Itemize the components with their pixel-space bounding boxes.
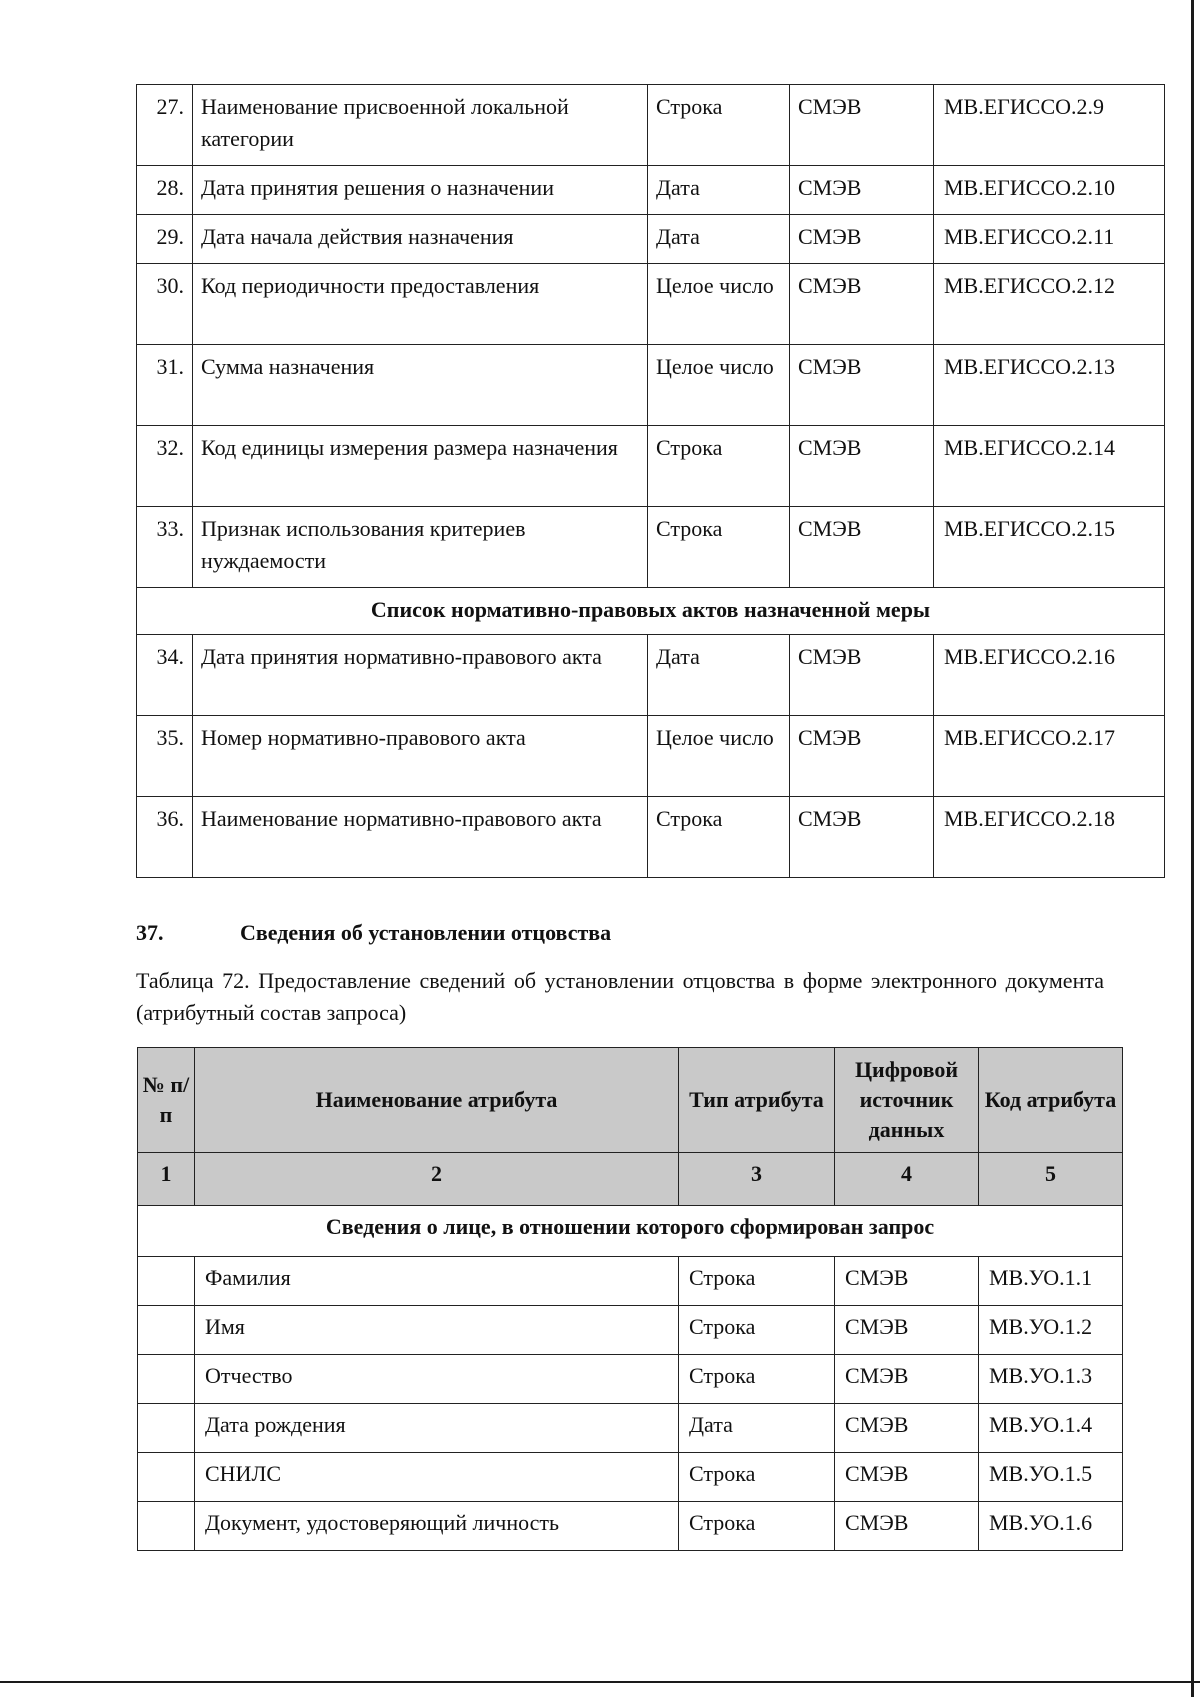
data-source: СМЭВ bbox=[790, 507, 934, 588]
row-number: 36. bbox=[137, 797, 193, 878]
attribute-type: Дата bbox=[679, 1404, 835, 1453]
data-source: СМЭВ bbox=[835, 1355, 979, 1404]
attribute-type: Целое число bbox=[648, 345, 790, 426]
data-source: СМЭВ bbox=[790, 166, 934, 215]
data-source: СМЭВ bbox=[835, 1502, 979, 1551]
data-source: СМЭВ bbox=[835, 1306, 979, 1355]
table-row bbox=[138, 1306, 1123, 1355]
attribute-name: Номер нормативно-правового акта bbox=[193, 716, 648, 797]
table-index-row bbox=[138, 1153, 1123, 1206]
row-number: 35. bbox=[137, 716, 193, 797]
attribute-type: Строка bbox=[648, 426, 790, 507]
row-number bbox=[138, 1502, 195, 1551]
attribute-code: МВ.ЕГИССО.2.15 bbox=[934, 507, 1165, 588]
attribute-code: МВ.УО.1.5 bbox=[979, 1453, 1123, 1502]
table-row bbox=[137, 264, 1165, 345]
table-row bbox=[137, 166, 1165, 215]
table-row bbox=[137, 215, 1165, 264]
table-row bbox=[137, 345, 1165, 426]
data-source: СМЭВ bbox=[790, 716, 934, 797]
row-number: 27. bbox=[137, 85, 193, 166]
attribute-type: Строка bbox=[679, 1306, 835, 1355]
attribute-name: Код периодичности предоставления bbox=[193, 264, 648, 345]
attribute-type: Строка bbox=[648, 85, 790, 166]
table-row bbox=[137, 635, 1165, 716]
attribute-type: Целое число bbox=[648, 716, 790, 797]
row-number: 29. bbox=[137, 215, 193, 264]
attribute-code: МВ.УО.1.6 bbox=[979, 1502, 1123, 1551]
attribute-code: МВ.УО.1.4 bbox=[979, 1404, 1123, 1453]
attribute-name: Наименование присвоенной локальной категории bbox=[193, 85, 648, 166]
data-source: СМЭВ bbox=[790, 426, 934, 507]
data-source: СМЭВ bbox=[835, 1453, 979, 1502]
attribute-name: Признак использования критериев нуждаемости bbox=[193, 507, 648, 588]
attribute-type: Строка bbox=[648, 507, 790, 588]
table-row bbox=[137, 426, 1165, 507]
table-row bbox=[138, 1453, 1123, 1502]
scan-border-bottom bbox=[0, 1681, 1200, 1683]
attribute-code: МВ.ЕГИССО.2.17 bbox=[934, 716, 1165, 797]
table-row bbox=[138, 1355, 1123, 1404]
table-row bbox=[137, 797, 1165, 878]
attribute-type: Целое число bbox=[648, 264, 790, 345]
attribute-type: Строка bbox=[679, 1355, 835, 1404]
data-source: СМЭВ bbox=[835, 1404, 979, 1453]
column-index: 3 bbox=[679, 1153, 835, 1206]
attribute-code: МВ.УО.1.1 bbox=[979, 1257, 1123, 1306]
data-source: СМЭВ bbox=[790, 797, 934, 878]
attribute-type: Дата bbox=[648, 215, 790, 264]
attribute-code: МВ.ЕГИССО.2.13 bbox=[934, 345, 1165, 426]
table-caption: Таблица 72. Предоставление сведений об установлении отцовства в форме электронного документа (атрибутный состав запроса) bbox=[136, 968, 1104, 1025]
row-number: 33. bbox=[137, 507, 193, 588]
row-number bbox=[138, 1355, 195, 1404]
data-source: СМЭВ bbox=[790, 215, 934, 264]
section-heading bbox=[136, 920, 611, 946]
attribute-name: Сумма назначения bbox=[193, 345, 648, 426]
row-number bbox=[138, 1257, 195, 1306]
attribute-code: МВ.ЕГИССО.2.16 bbox=[934, 635, 1165, 716]
row-number bbox=[138, 1306, 195, 1355]
data-source: СМЭВ bbox=[790, 345, 934, 426]
table-row bbox=[137, 85, 1165, 166]
attribute-code: МВ.ЕГИССО.2.14 bbox=[934, 426, 1165, 507]
header-num: № п/п bbox=[138, 1048, 195, 1153]
attribute-name: Дата рождения bbox=[195, 1404, 679, 1453]
table-section-title: Сведения о лице, в отношении которого сформирован запрос bbox=[138, 1206, 1123, 1257]
column-index: 5 bbox=[979, 1153, 1123, 1206]
table-row bbox=[138, 1257, 1123, 1306]
data-source: СМЭВ bbox=[790, 264, 934, 345]
row-number: 34. bbox=[137, 635, 193, 716]
header-source: Цифровой источник данных bbox=[835, 1048, 979, 1153]
data-source: СМЭВ bbox=[835, 1257, 979, 1306]
attribute-code: МВ.ЕГИССО.2.9 bbox=[934, 85, 1165, 166]
data-source: СМЭВ bbox=[790, 85, 934, 166]
table-header-row bbox=[138, 1048, 1123, 1153]
table-row bbox=[137, 716, 1165, 797]
attribute-type: Дата bbox=[648, 166, 790, 215]
attribute-code: МВ.ЕГИССО.2.18 bbox=[934, 797, 1165, 878]
data-source: СМЭВ bbox=[790, 635, 934, 716]
table-section-title: Список нормативно-правовых актов назначенной меры bbox=[137, 588, 1165, 635]
table-row bbox=[137, 507, 1165, 588]
attribute-name: Отчество bbox=[195, 1355, 679, 1404]
attribute-type: Строка bbox=[679, 1257, 835, 1306]
attribute-name: Дата принятия нормативно-правового акта bbox=[193, 635, 648, 716]
attribute-name: Имя bbox=[195, 1306, 679, 1355]
header-code: Код атрибута bbox=[979, 1048, 1123, 1153]
column-index: 1 bbox=[138, 1153, 195, 1206]
attribute-code: МВ.ЕГИССО.2.12 bbox=[934, 264, 1165, 345]
attribute-type: Строка bbox=[679, 1453, 835, 1502]
attributes-table-continued bbox=[136, 84, 1165, 878]
row-number bbox=[138, 1404, 195, 1453]
table-row bbox=[138, 1404, 1123, 1453]
section-title: Сведения об установлении отцовства bbox=[240, 920, 612, 945]
attribute-name: Наименование нормативно-правового акта bbox=[193, 797, 648, 878]
attribute-code: МВ.УО.1.3 bbox=[979, 1355, 1123, 1404]
table-section-row bbox=[138, 1206, 1123, 1257]
attribute-name: Дата начала действия назначения bbox=[193, 215, 648, 264]
section-number: 37. bbox=[136, 920, 164, 945]
row-number bbox=[138, 1453, 195, 1502]
row-number: 28. bbox=[137, 166, 193, 215]
column-index: 4 bbox=[835, 1153, 979, 1206]
table-section-row bbox=[137, 588, 1165, 635]
attribute-code: МВ.ЕГИССО.2.11 bbox=[934, 215, 1165, 264]
column-index: 2 bbox=[195, 1153, 679, 1206]
row-number: 31. bbox=[137, 345, 193, 426]
scan-border-right bbox=[1191, 0, 1194, 1697]
header-type: Тип атрибута bbox=[679, 1048, 835, 1153]
attribute-type: Дата bbox=[648, 635, 790, 716]
row-number: 32. bbox=[137, 426, 193, 507]
attribute-type: Строка bbox=[679, 1502, 835, 1551]
attributes-table bbox=[137, 1047, 1123, 1551]
attribute-code: МВ.УО.1.2 bbox=[979, 1306, 1123, 1355]
attribute-name: Фамилия bbox=[195, 1257, 679, 1306]
attribute-name: Документ, удостоверяющий личность bbox=[195, 1502, 679, 1551]
attribute-type: Строка bbox=[648, 797, 790, 878]
header-name: Наименование атрибута bbox=[195, 1048, 679, 1153]
attribute-name: СНИЛС bbox=[195, 1453, 679, 1502]
attribute-name: Дата принятия решения о назначении bbox=[193, 166, 648, 215]
attribute-code: МВ.ЕГИССО.2.10 bbox=[934, 166, 1165, 215]
attribute-name: Код единицы измерения размера назначения bbox=[193, 426, 648, 507]
table-row bbox=[138, 1502, 1123, 1551]
row-number: 30. bbox=[137, 264, 193, 345]
